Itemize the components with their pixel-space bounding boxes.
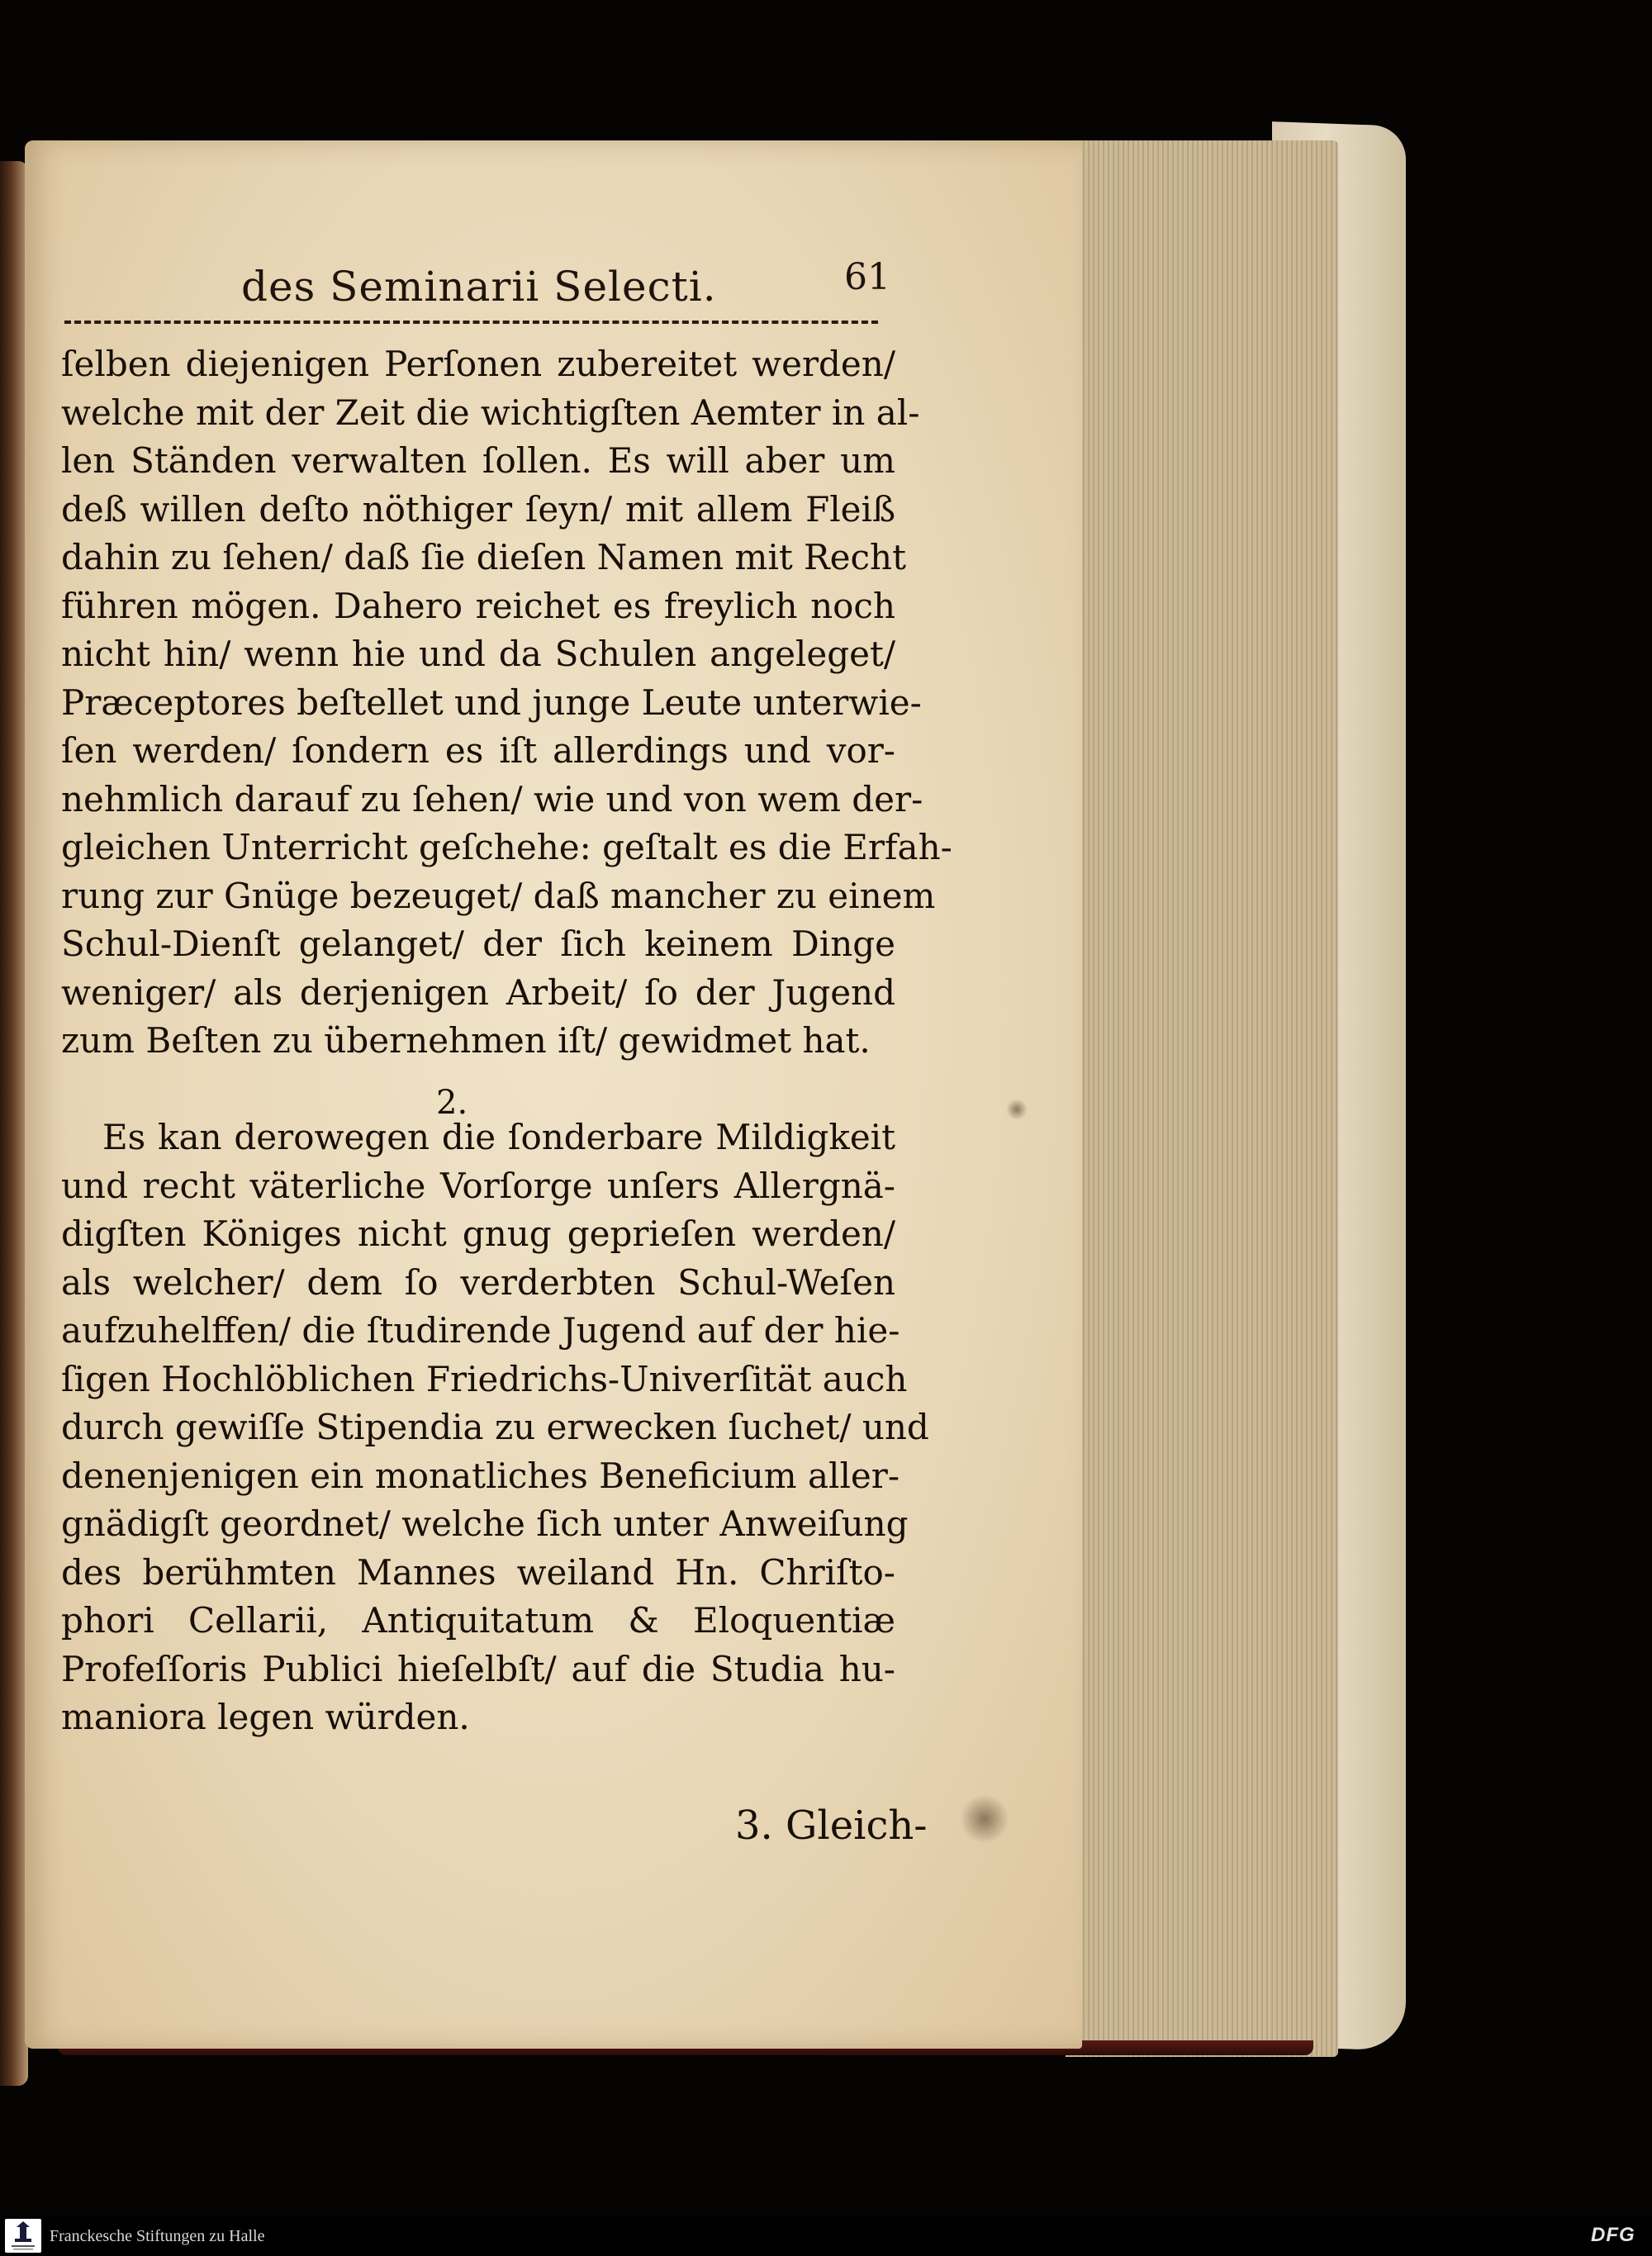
text-line: durch gewiſſe Stipendia zu erwecken ſuchet/ und	[61, 1407, 929, 1447]
text-line: digſten Königes nicht gnug geprieſen werden/	[61, 1213, 895, 1254]
text-line: des berühmten Mannes weiland Hn. Chriſto-	[61, 1551, 895, 1593]
text-line: ſigen Hochlöblichen Friedrichs-Univerſität auch	[61, 1358, 908, 1399]
paragraph-2	[61, 1114, 929, 1742]
francke-foundation-logo-icon	[5, 2219, 41, 2253]
text-line: nicht hin/ wenn hie und da Schulen angeleget/	[61, 634, 895, 674]
text-line: len Ständen verwalten ſollen. Es will aber um	[61, 440, 895, 481]
text-line: zum Beſten zu übernehmen iſt/ gewidmet hat.	[61, 1020, 871, 1061]
text-line: maniora legen würden.	[61, 1697, 470, 1737]
running-title: des Seminarii Selecti.	[241, 263, 717, 311]
text-line: und recht väterliche Vorſorge unſers Allergnä-	[61, 1165, 895, 1206]
text-line: Es kan derowegen die ſonderbare Mildigkeit	[102, 1117, 895, 1157]
logo-emblem-icon	[5, 2219, 41, 2253]
section-number: 2.	[436, 1084, 468, 1122]
text-line: nehmlich darauf zu ſehen/ wie und von wem der-	[61, 778, 923, 819]
text-line: denenjenigen ein monatliches Beneficium aller-	[61, 1455, 900, 1496]
text-line: führen mögen. Dahero reichet es freylich noch	[61, 585, 895, 626]
text-line: deß willen deſto nöthiger ſeyn/ mit allem Fleiß	[61, 488, 895, 530]
text-line: weniger/ als derjenigen Arbeit/ ſo der Jugend	[61, 971, 895, 1013]
text-line: Schul-Dienſt gelanget/ der ſich keinem Dinge	[61, 924, 895, 964]
catchword: 3. Gleich-	[735, 1802, 928, 1849]
text-line: phori Cellarii, Antiquitatum & Eloquentiæ	[61, 1600, 895, 1641]
text-line: Profeſſoris Publici hieſelbſt/ auf die Studia hu-	[61, 1648, 895, 1689]
text-line: dahin zu ſehen/ daß ſie dieſen Namen mit Recht	[61, 537, 906, 577]
paragraph-1	[61, 340, 952, 1066]
text-line: ſen werden/ ſondern es iſt allerdings und vor-	[61, 730, 895, 771]
institution-name: Franckesche Stiftungen zu Halle	[50, 2227, 265, 2245]
previous-page-edge	[0, 161, 28, 2086]
text-line: als welcher/ dem ſo verderbten Schul-Weſen	[61, 1261, 895, 1303]
page-number: 61	[844, 256, 890, 298]
text-line: welche mit der Zeit die wichtigſten Aemter in al-	[61, 392, 920, 433]
viewer-footer	[0, 2216, 1652, 2256]
header-rule	[64, 321, 878, 324]
page-stain	[960, 1794, 1009, 1844]
text-line: gleichen Unterricht geſchehe: geſtalt es die Erfah-	[61, 827, 952, 867]
page-stain	[1006, 1099, 1028, 1120]
dfg-logo: DFG	[1591, 2224, 1635, 2246]
text-line: Præceptores beſtellet und junge Leute unterwie-	[61, 682, 922, 723]
page-stack-edges	[1066, 140, 1338, 2057]
text-line: ſelben diejenigen Perſonen zubereitet werden/	[61, 344, 895, 384]
text-line: aufzuhelffen/ die ſtudirende Jugend auf der hie-	[61, 1310, 900, 1351]
text-line: gnädigſt geordnet/ welche ſich unter Anweiſung	[61, 1503, 909, 1544]
text-line: rung zur Gnüge bezeuget/ daß mancher zu einem	[61, 875, 936, 916]
